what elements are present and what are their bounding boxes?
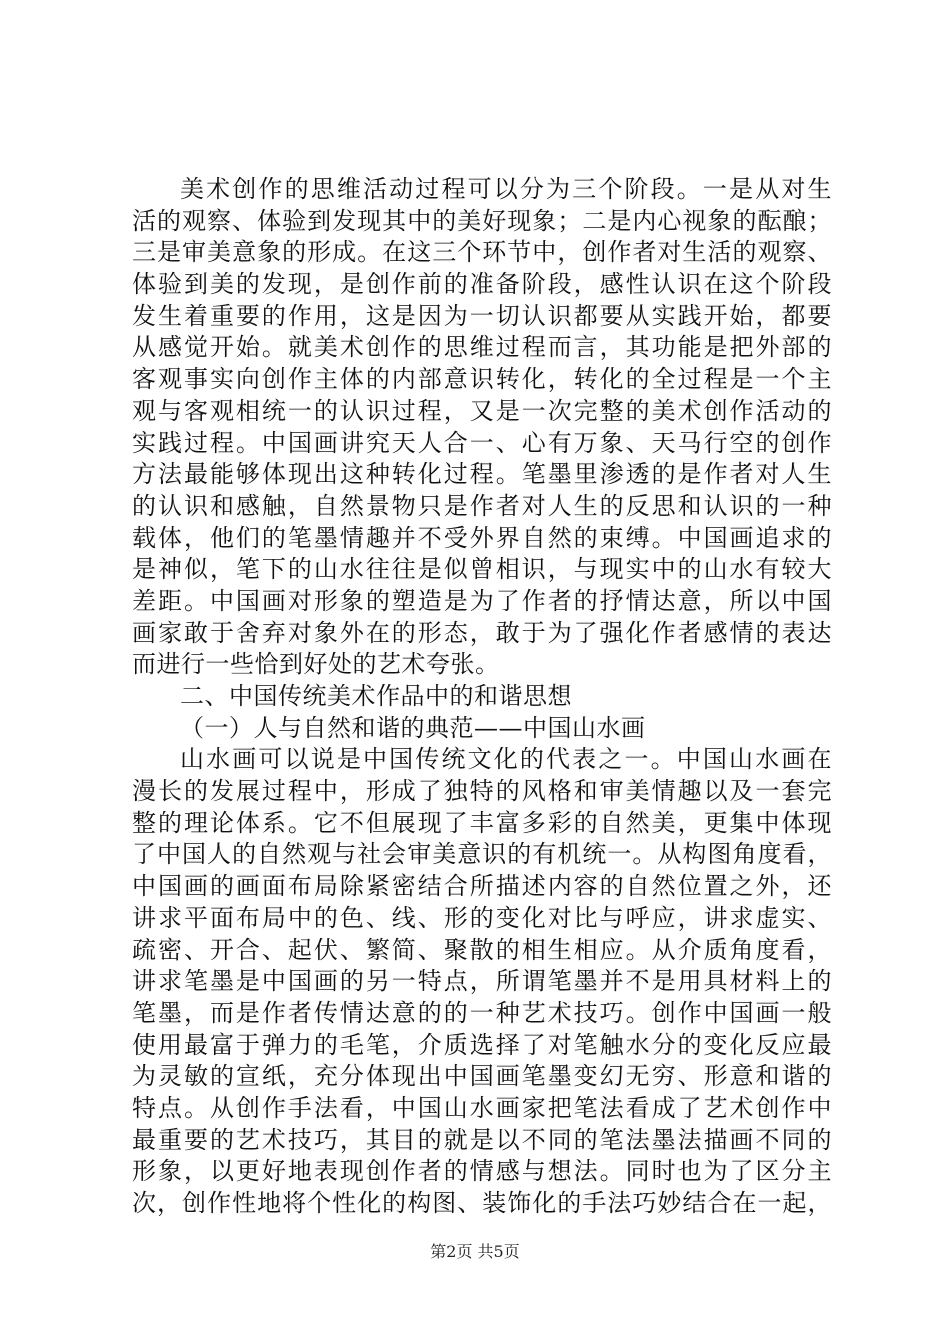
text-line: 是神似，笔下的山水往往是似曾相识，与现实中的山水有较大 bbox=[132, 555, 832, 584]
text-line: 三是审美意象的形成。在这三个环节中，创作者对生活的观察、 bbox=[132, 238, 832, 267]
text-line: 从感觉开始。就美术创作的思维过程而言，其功能是把外部的 bbox=[132, 333, 832, 362]
text-line: 特点。从创作手法看，中国山水画家把笔法看成了艺术创作中 bbox=[132, 1093, 832, 1122]
text-line: 中国画的画面布局除紧密结合所描述内容的自然位置之外，还 bbox=[132, 872, 832, 901]
page-footer: 第2页 共5页 bbox=[430, 1242, 520, 1261]
text-line: 客观事实向创作主体的内部意识转化，转化的全过程是一个主 bbox=[132, 365, 832, 394]
text-line: 讲求平面布局中的色、线、形的变化对比与呼应，讲求虚实、 bbox=[132, 903, 832, 932]
text-line: 体验到美的发现，是创作前的准备阶段，感性认识在这个阶段 bbox=[132, 270, 832, 299]
paragraph-2 bbox=[132, 744, 832, 1219]
text-line: 而进行一些恰到好处的艺术夸张。 bbox=[132, 650, 500, 679]
text-line: 差距。中国画对形象的塑造是为了作者的抒情达意，所以中国 bbox=[132, 586, 832, 615]
text-line: 的认识和感触，自然景物只是作者对人生的反思和认识的一种 bbox=[132, 491, 832, 520]
text-line: 讲求笔墨是中国画的另一特点，所谓笔墨并不是用具材料上的 bbox=[132, 967, 832, 996]
text-line: 观与客观相统一的认识过程，又是一次完整的美术创作活动的 bbox=[132, 396, 832, 425]
document-body bbox=[132, 174, 832, 1220]
text-line: 方法最能够体现出这种转化过程。笔墨里渗透的是作者对人生 bbox=[132, 460, 832, 489]
text-line: 整的理论体系。它不但展现了丰富多彩的自然美，更集中体现 bbox=[132, 808, 832, 837]
text-line: 形象，以更好地表现创作者的情感与想法。同时也为了区分主 bbox=[132, 1157, 832, 1186]
text-line: 笔墨，而是作者传情达意的的一种艺术技巧。创作中国画一般 bbox=[132, 998, 832, 1027]
text-line: 使用最富于弹力的毛笔，介质选择了对笔触水分的变化反应最 bbox=[132, 1030, 832, 1059]
text-line: 发生着重要的作用，这是因为一切认识都要从实践开始，都要 bbox=[132, 301, 832, 330]
section-heading: 二、中国传统美术作品中的和谐思想 bbox=[180, 682, 572, 710]
text-line: 活的观察、体验到发现其中的美好现象；二是内心视象的酝酿； bbox=[132, 206, 832, 235]
subsection-heading: （一）人与自然和谐的典范——中国山水画 bbox=[180, 713, 646, 742]
text-line: 最重要的艺术技巧，其目的就是以不同的笔法墨法描画不同的 bbox=[132, 1125, 832, 1154]
text-line: 疏密、开合、起伏、繁简、聚散的相生相应。从介质角度看， bbox=[132, 935, 832, 964]
text-line: 漫长的发展过程中，形成了独特的风格和审美情趣以及一套完 bbox=[132, 777, 832, 806]
text-line: 为灵敏的宣纸，充分体现出中国画笔墨变幻无穷、形意和谐的 bbox=[132, 1062, 832, 1091]
paragraph-1 bbox=[132, 174, 832, 681]
text-line: 实践过程。中国画讲究天人合一、心有万象、天马行空的创作 bbox=[132, 428, 832, 457]
text-line: 美术创作的思维活动过程可以分为三个阶段。一是从对生 bbox=[180, 175, 832, 203]
text-line: 画家敢于舍弃对象外在的形态，敢于为了强化作者感情的表达 bbox=[132, 618, 832, 647]
text-line: 次，创作性地将个性化的构图、装饰化的手法巧妙结合在一起， bbox=[132, 1189, 832, 1217]
text-line: 了中国人的自然观与社会审美意识的有机统一。从构图角度看， bbox=[132, 840, 832, 869]
text-line: 载体，他们的笔墨情趣并不受外界自然的束缚。中国画追求的 bbox=[132, 523, 832, 552]
text-line: 山水画可以说是中国传统文化的代表之一。中国山水画在 bbox=[180, 745, 832, 774]
